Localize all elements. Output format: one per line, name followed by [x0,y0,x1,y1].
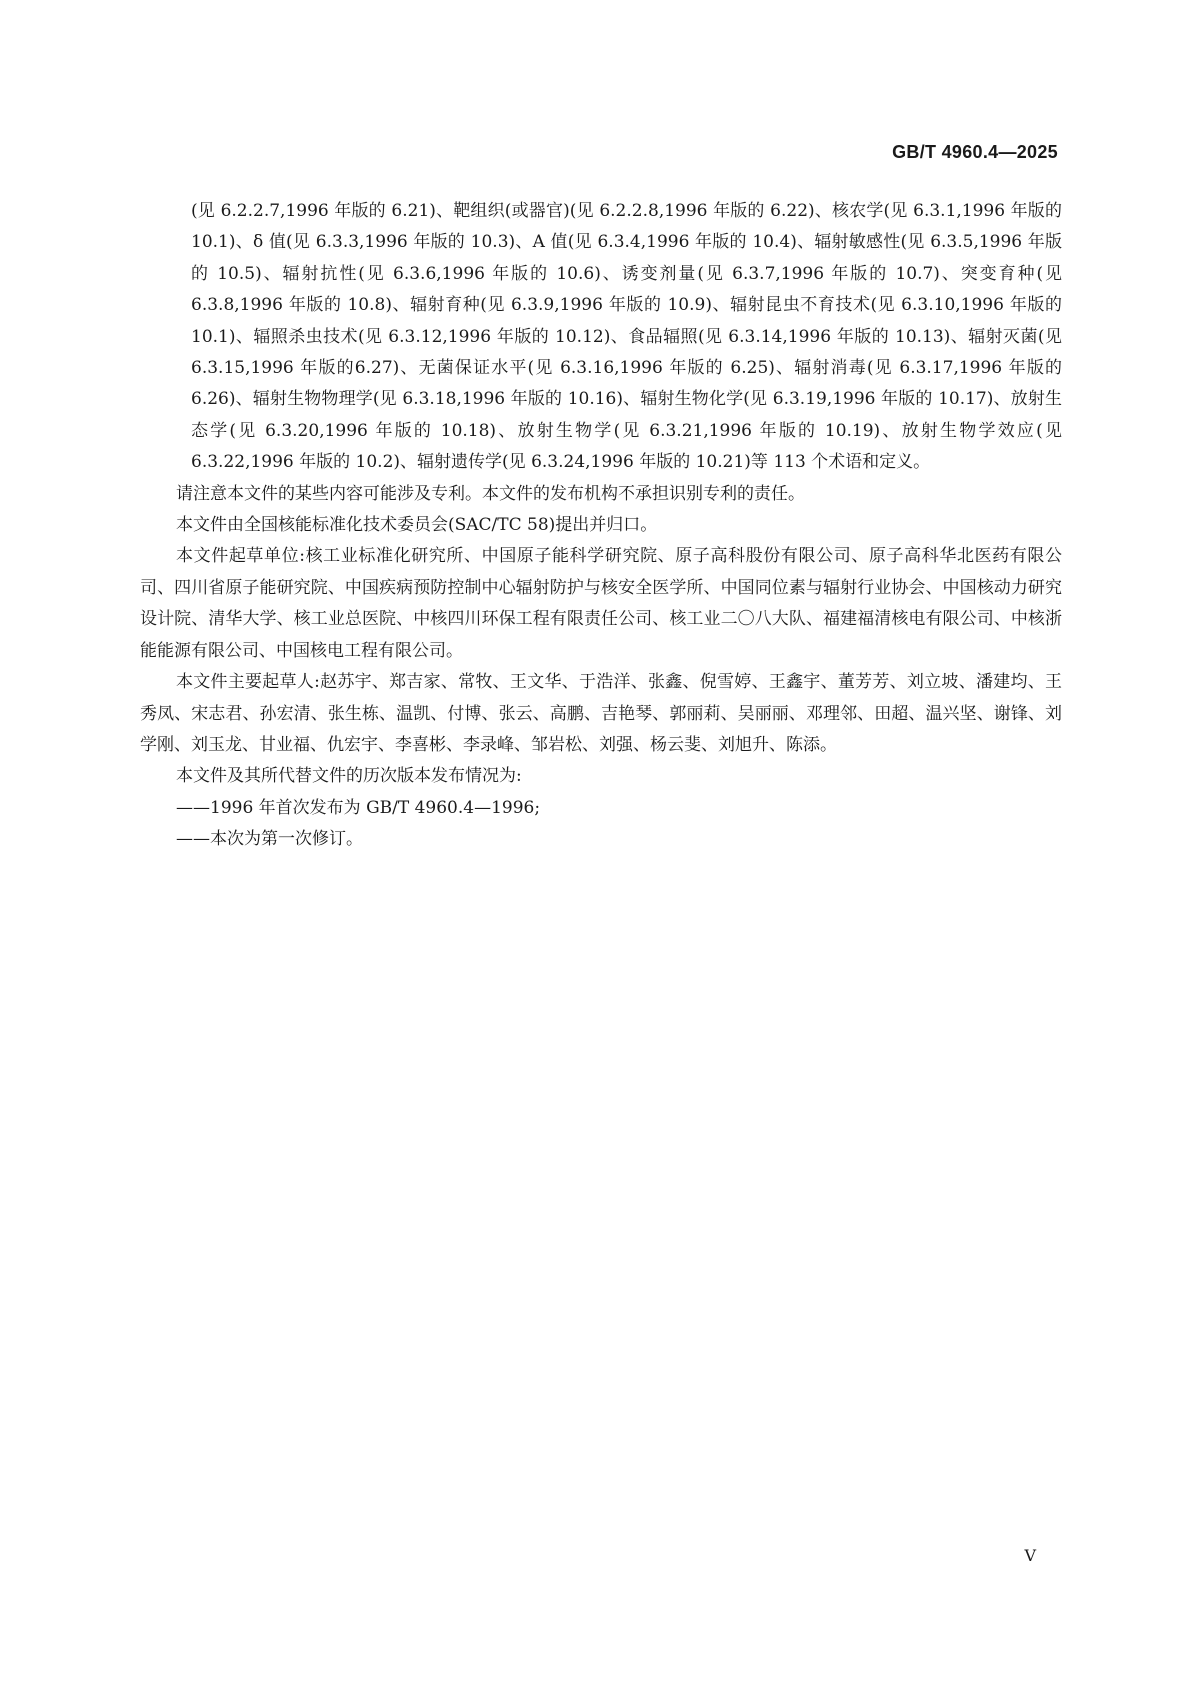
document-code: GB/T 4960.4—2025 [892,142,1058,162]
continued-list-paragraph: (见 6.2.2.7,1996 年版的 6.21)、靶组织(或器官)(见 6.2.2.8,1996 年版的 6.22)、核农学(见 6.3.1,1996 年版的 10.1)、δ 值(见 6.3.3,1996 年版的 10.3)、A 值(见 6.3.4,1996 年版的 10.4)、辐射敏感性(见 6.3.5,1996 年版的 10.5)、辐射抗性(见 6.3.6,1996 年版的 10.6)、诱变剂量(见 6.3.7,1996 年版的 10.7)、突变育种(见 6.3.8,1996 年版的 10.8)、辐射育种(见 6.3.9,1996 年版的 10.9)、辐射昆虫不育技术(见 6.3.10,1996 年版的 10.1)、辐照杀虫技术(见 6.3.12,1996 年版的 10.12)、食品辐照(见 6.3.14,1996 年版的 10.13)、辐射灭菌(见 6.3.15,1996 年版的6.27)、无菌保证水平(见 6.3.16,1996 年版的 6.25)、辐射消毒(见 6.3.17,1996 年版的 6.26)、辐射生物物理学(见 6.3.18,1996 年版的 10.16)、辐射生物化学(见 6.3.19,1996 年版的 10.17)、放射生态学(见 6.3.20,1996 年版的 10.18)、放射生物学(见 6.3.21,1996 年版的 10.19)、放射生物学效应(见 6.3.22,1996 年版的 10.2)、辐射遗传学(见 6.3.24,1996 年版的 10.21)等 113 个术语和定义。 [191,201,1062,473]
proposed-by-paragraph: 本文件由全国核能标准化技术委员会(SAC/TC 58)提出并归口。 [176,515,658,536]
history-item: ——1996 年首次发布为 GB/T 4960.4—1996; [176,797,541,818]
history-intro-paragraph: 本文件及其所代替文件的历次版本发布情况为: [176,766,522,787]
page-number: V [1024,1546,1036,1565]
history-item: ——本次为第一次修订。 [176,829,363,850]
drafting-units-paragraph: 本文件起草单位:核工业标准化研究所、中国原子能科学研究院、原子高科股份有限公司、原子高科华北医药有限公司、四川省原子能研究院、中国疾病预防控制中心辐射防护与核安全医学所、中国同位素与辐射行业协会、中国核动力研究设计院、清华大学、核工业总医院、中核四川环保工程有限责任公司、核工业二〇八大队、福建福清核电有限公司、中核浙能能源有限公司、中国核电工程有限公司。 [140,546,1062,661]
patent-notice-paragraph: 请注意本文件的某些内容可能涉及专利。本文件的发布机构不承担识别专利的责任。 [176,483,805,504]
main-drafters-paragraph: 本文件主要起草人:赵苏宇、郑吉家、常牧、王文华、于浩洋、张鑫、倪雪婷、王鑫宇、董芳芳、刘立坡、潘建均、王秀凤、宋志君、孙宏清、张生栋、温凯、付博、张云、高鹏、吉艳琴、郭丽莉、吴丽丽、邓理邻、田超、温兴坚、谢锋、刘学刚、刘玉龙、甘业福、仇宏宇、李喜彬、李录峰、邹岩松、刘强、杨云斐、刘旭升、陈添。 [140,672,1062,755]
body-text [140,196,1062,856]
